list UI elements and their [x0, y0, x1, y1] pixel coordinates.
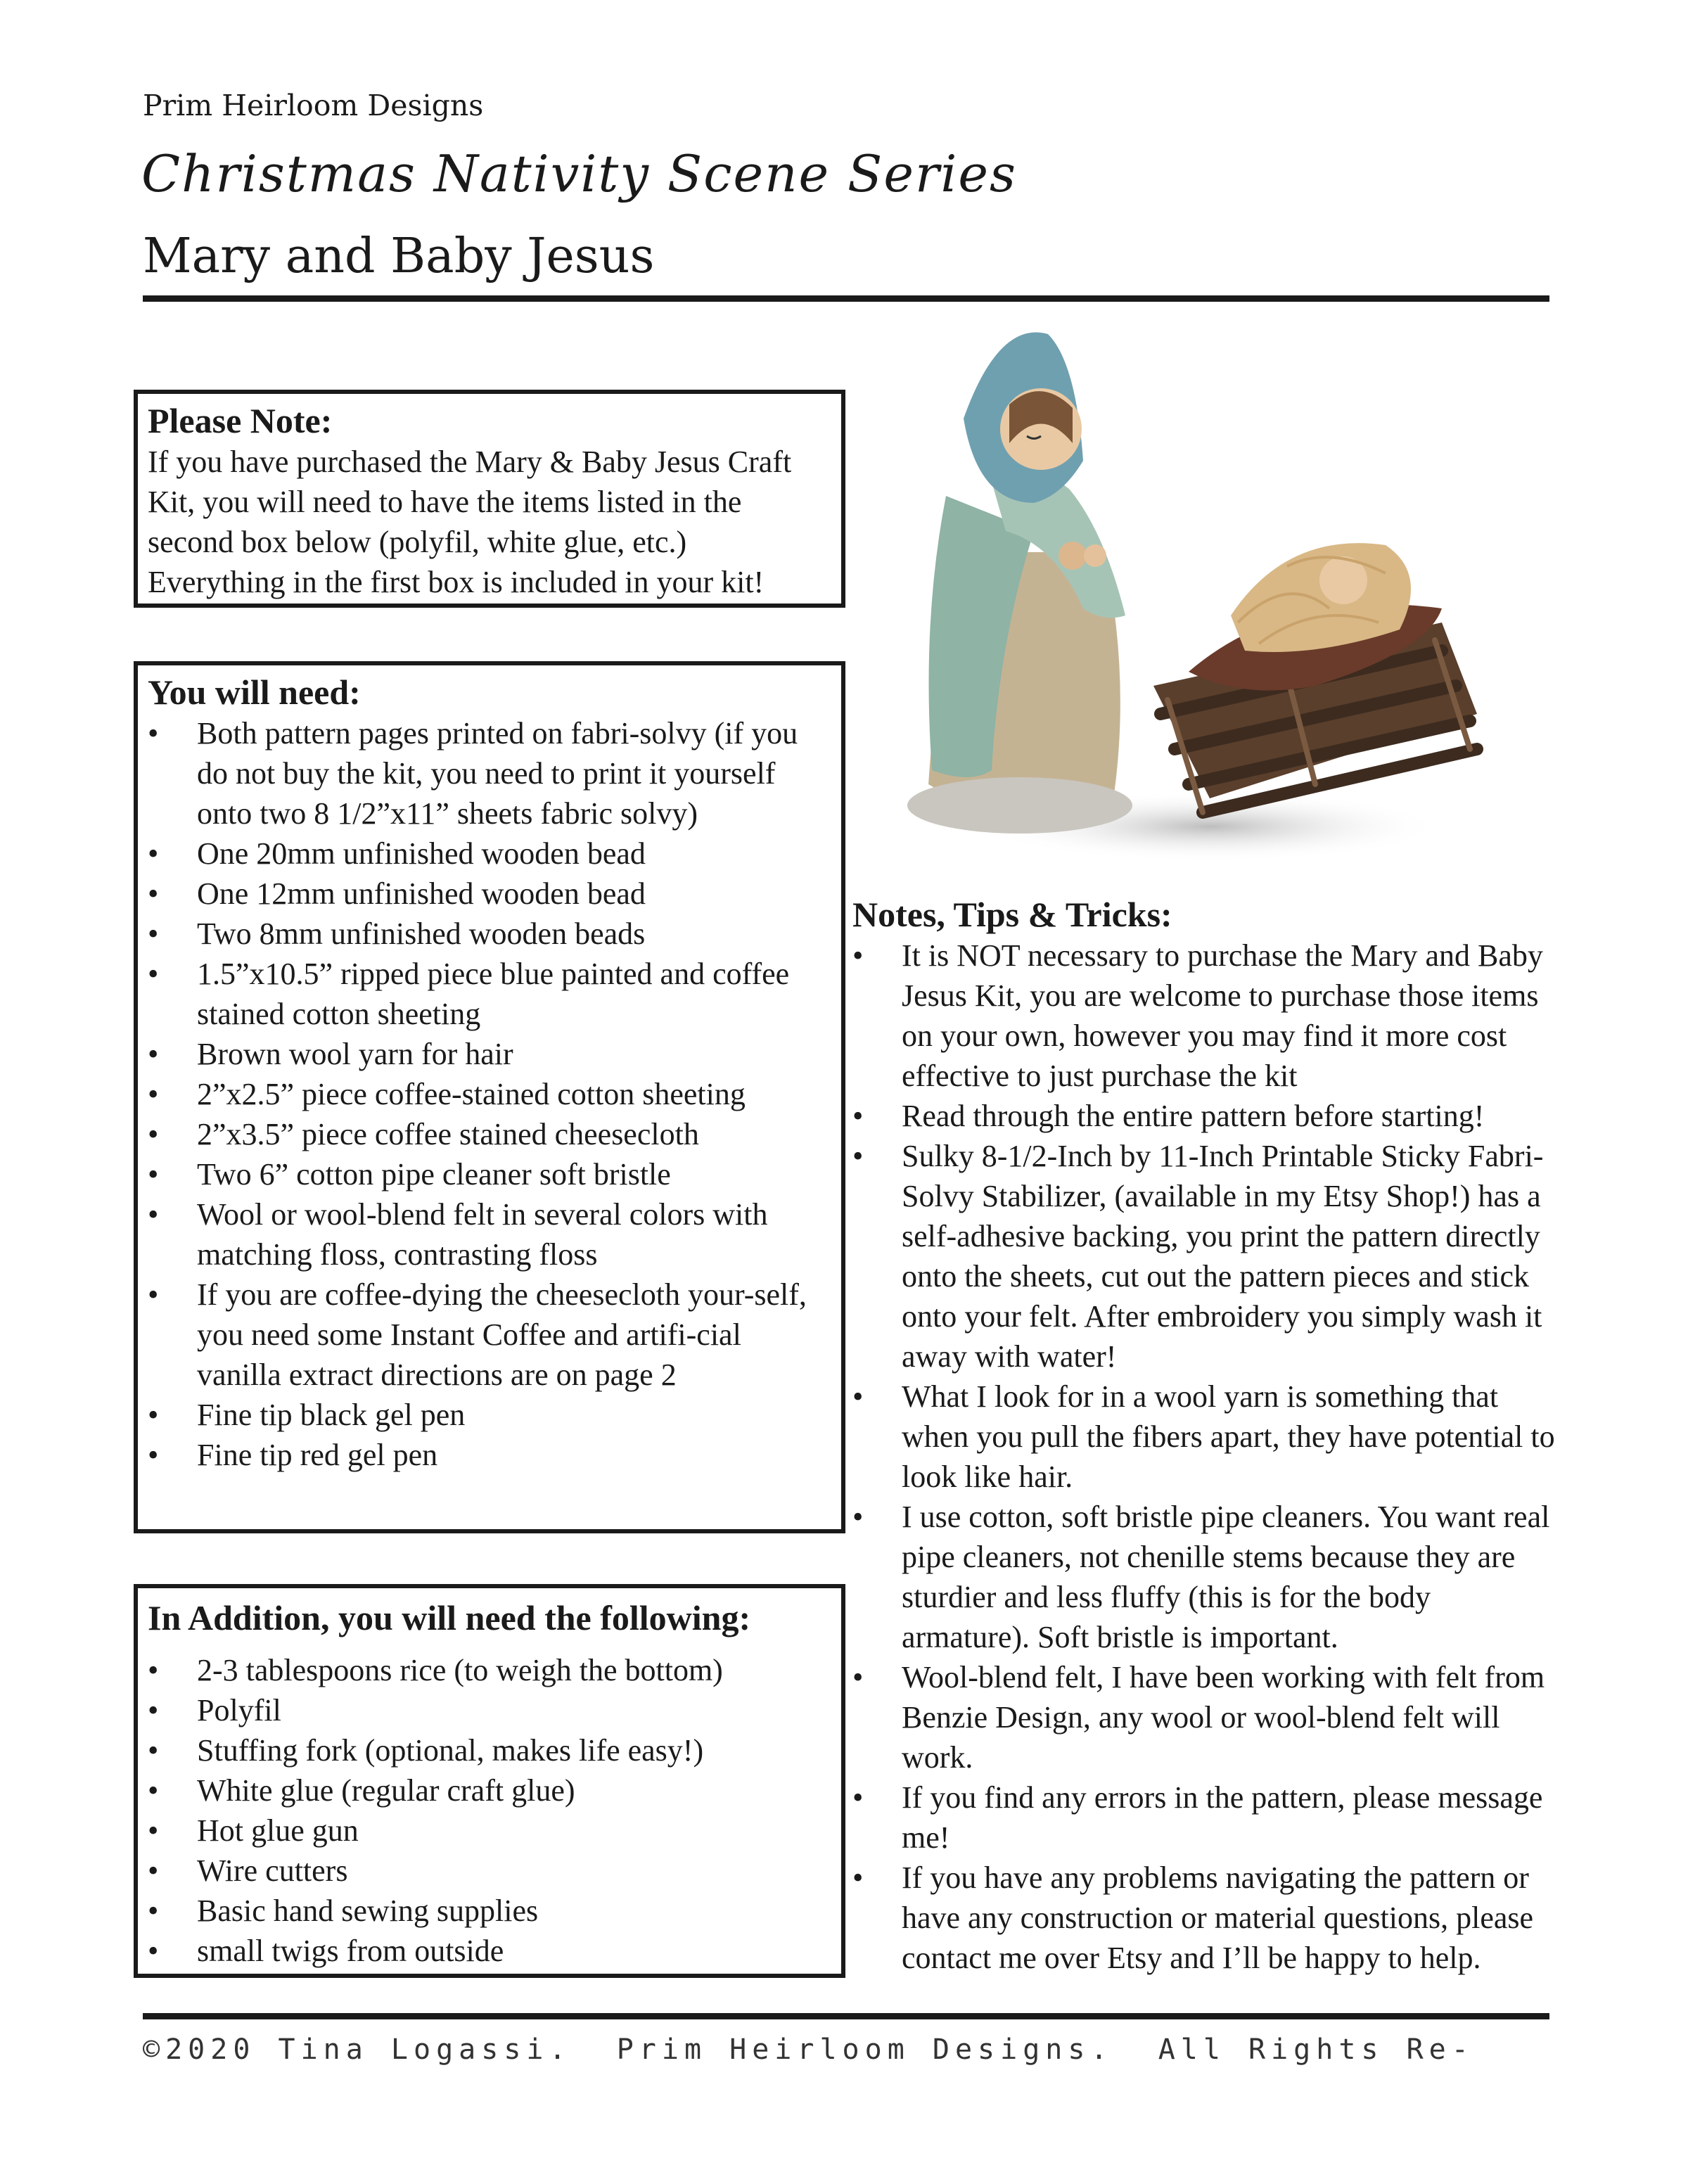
- footer-rule: [143, 2013, 1549, 2019]
- list-item: • Brown wool yarn for hair: [148, 1034, 831, 1074]
- list-item: • Both pattern pages printed on fabri-solvy (if you do not buy the kit, you need to print it yourself onto two 8 1/2”x11” sheets fabric solvy): [148, 713, 831, 834]
- footer-copyright: ©2020 Tina Logassi. Prim Heirloom Designs. All Rights Re-: [143, 2033, 1474, 2066]
- list-item: • One 12mm unfinished wooden bead: [148, 874, 831, 914]
- please-note-text: If you have purchased the Mary & Baby Jesus Craft Kit, you will need to have the items listed in the second box below (polyfil, white glue, etc.) Everything in the first box is included in your kit!: [148, 445, 792, 599]
- header-rule: [143, 295, 1549, 302]
- mary-and-manger-photo: [893, 320, 1526, 876]
- page-title: Mary and Baby Jesus: [143, 229, 655, 284]
- list-item: • Two 6” cotton pipe cleaner soft bristle: [148, 1154, 831, 1194]
- list-item: • If you are coffee-dying the cheesecloth your-self, you need some Instant Coffee and artifi-cial vanilla extract directions are on page 2: [148, 1275, 831, 1395]
- tips-heading: Notes, Tips & Tricks:: [852, 895, 1172, 934]
- in-addition-heading: In Addition, you will need the following:: [148, 1598, 751, 1637]
- you-will-need-box: [134, 661, 845, 1533]
- list-item: • Hot glue gun: [148, 1811, 831, 1851]
- list-item: • What I look for in a wool yarn is something that when you pull the fibers apart, they have potential to look like hair.: [852, 1377, 1556, 1497]
- list-item: • 2”x2.5” piece coffee-stained cotton sheeting: [148, 1074, 831, 1114]
- you-will-need-list: [148, 713, 831, 1475]
- series-title: Christmas Nativity Scene Series: [141, 144, 1017, 203]
- list-item: • I use cotton, soft bristle pipe cleaners. You want real pipe cleaners, not chenille stems because they are sturdier and less fluffy (this is for the body armature). Soft bristle is important.: [852, 1497, 1556, 1657]
- list-item: • Wool-blend felt, I have been working with felt from Benzie Design, any wool or wool-blend felt will work.: [852, 1657, 1556, 1777]
- photo-icon: [893, 320, 1526, 876]
- list-item: • Read through the entire pattern before starting!: [852, 1096, 1556, 1136]
- list-item: • 1.5”x10.5” ripped piece blue painted and coffee stained cotton sheeting: [148, 954, 831, 1034]
- you-will-need-heading: You will need:: [148, 672, 361, 712]
- please-note-box: [134, 390, 845, 608]
- list-item: • Wire cutters: [148, 1851, 831, 1891]
- list-item: • Fine tip red gel pen: [148, 1435, 831, 1475]
- list-item: • It is NOT necessary to purchase the Mary and Baby Jesus Kit, you are welcome to purchase those items on your own, however you may find it more cost effective to just purchase the kit: [852, 935, 1556, 1096]
- list-item: • Fine tip black gel pen: [148, 1395, 831, 1435]
- list-item: • If you find any errors in the pattern, please message me!: [852, 1777, 1556, 1858]
- please-note-heading: Please Note:: [148, 401, 333, 440]
- list-item: • small twigs from outside: [148, 1931, 831, 1971]
- list-item: • Wool or wool-blend felt in several colors with matching floss, contrasting floss: [148, 1194, 831, 1275]
- in-addition-list: [148, 1650, 831, 1971]
- tips-list: [852, 935, 1556, 1978]
- list-item: • Basic hand sewing supplies: [148, 1891, 831, 1931]
- list-item: • 2”x3.5” piece coffee stained cheesecloth: [148, 1114, 831, 1154]
- in-addition-box: [134, 1584, 845, 1978]
- list-item: • One 20mm unfinished wooden bead: [148, 834, 831, 874]
- list-item: • Polyfil: [148, 1690, 831, 1730]
- list-item: • If you have any problems navigating the pattern or have any construction or material questions, please contact me over Etsy and I’ll be happy to help.: [852, 1858, 1556, 1978]
- list-item: • 2-3 tablespoons rice (to weigh the bottom): [148, 1650, 831, 1690]
- list-item: • Stuffing fork (optional, makes life easy!): [148, 1730, 831, 1770]
- list-item: • Sulky 8-1/2-Inch by 11-Inch Printable Sticky Fabri-Solvy Stabilizer, (available in my Etsy Shop!) has a self-adhesive backing, you print the pattern directly onto the sheets, cut out the pattern pieces and stick onto your felt. After embroidery you simply wash it away with water!: [852, 1136, 1556, 1377]
- list-item: • White glue (regular craft glue): [148, 1770, 831, 1811]
- list-item: • Two 8mm unfinished wooden beads: [148, 914, 831, 954]
- brand-name: Prim Heirloom Designs: [143, 89, 484, 122]
- tips-section: [852, 893, 1556, 1978]
